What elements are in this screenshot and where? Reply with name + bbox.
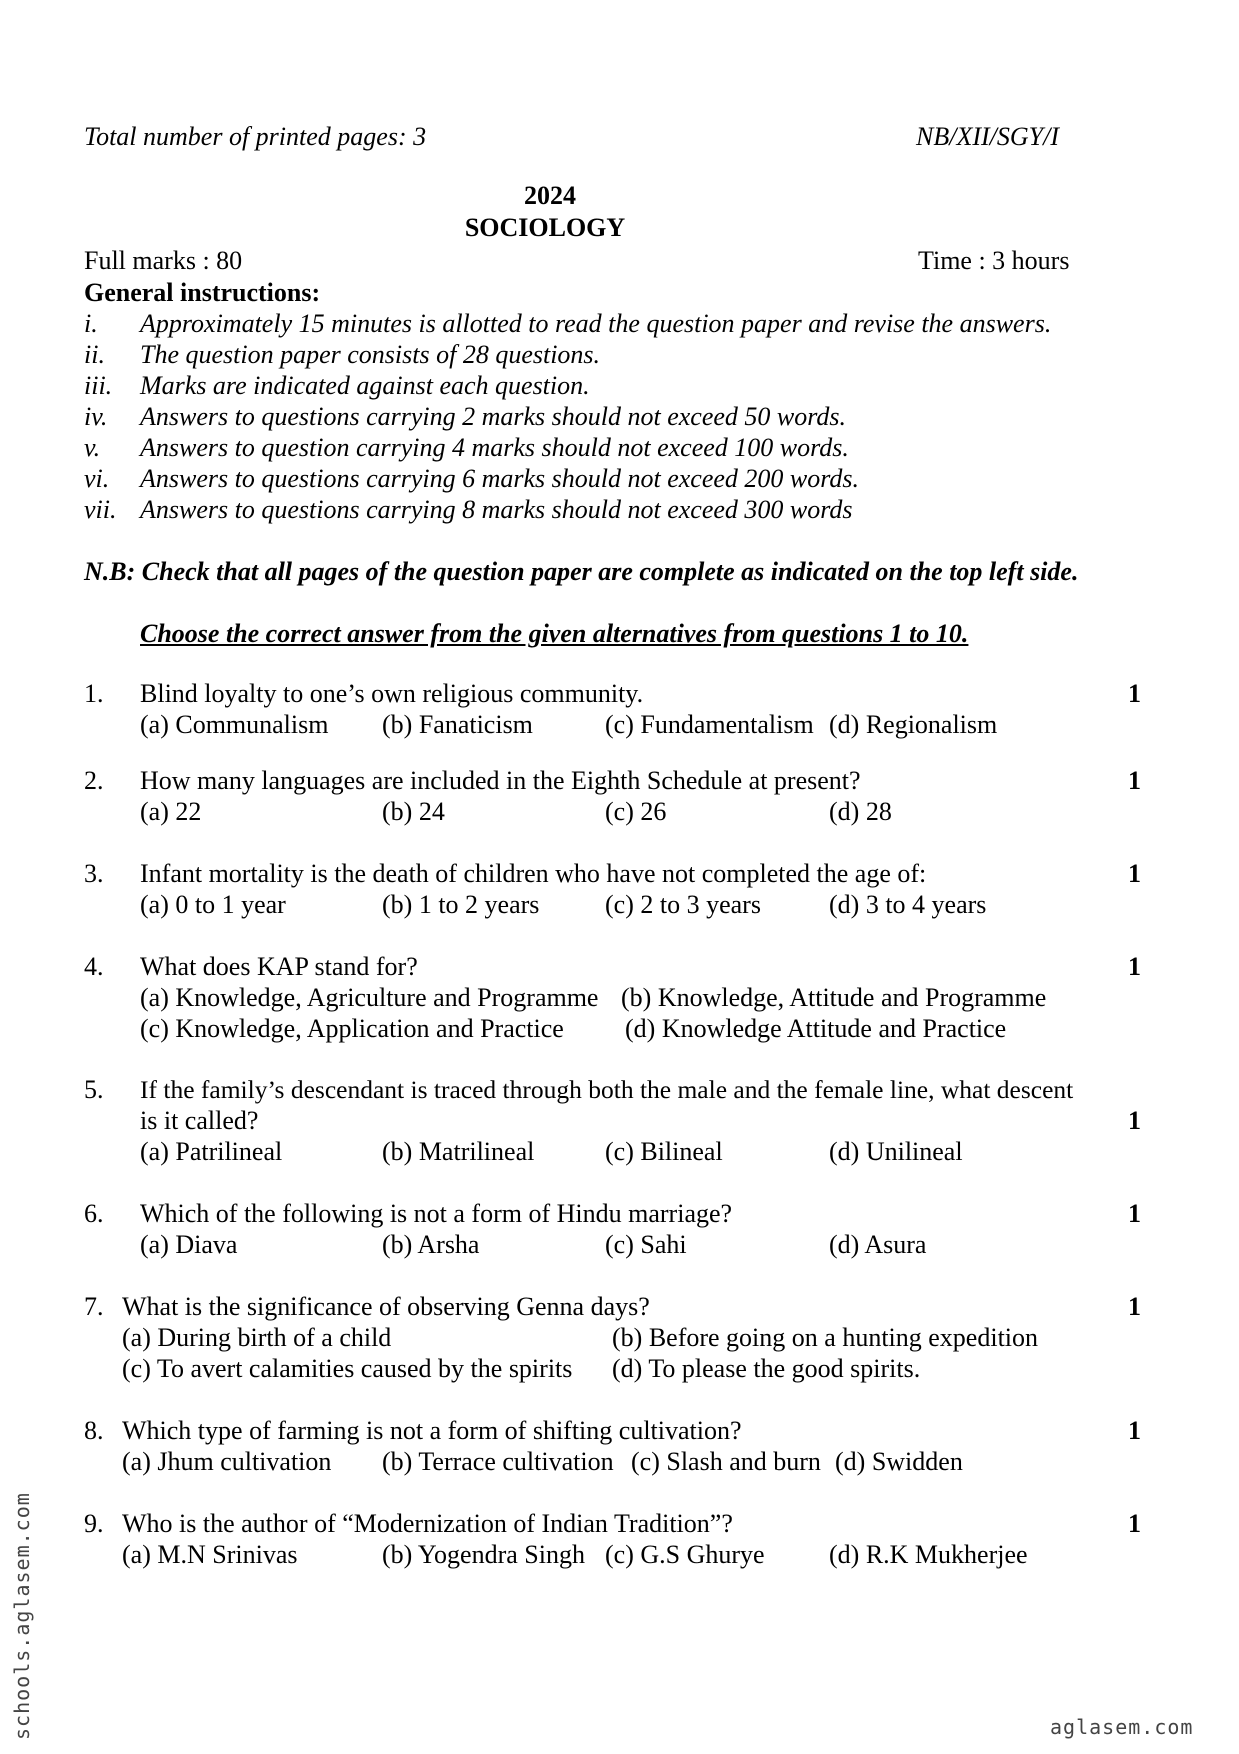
option-b: (b) 1 to 2 years [382,890,540,919]
option-d: (d) 28 [829,797,892,826]
question-text: Which of the following is not a form of Hindu marriage? [140,1199,733,1228]
instruction-number: vi. [84,464,110,493]
question-number: 5. [84,1075,104,1104]
side-watermark: schools.aglasem.com [10,1492,34,1740]
option-b: (b) Before going on a hunting expedition [612,1323,1039,1352]
instructions-heading: General instructions: [84,278,321,307]
question-marks: 1 [1128,1416,1141,1445]
instruction-number: ii. [84,340,105,369]
question-number: 7. [84,1292,104,1321]
option-d: (d) 3 to 4 years [829,890,987,919]
option-a: (a) During birth of a child [122,1323,392,1352]
instruction-text: Answers to question carrying 4 marks should not exceed 100 words. [140,433,849,462]
option-c: (c) Slash and burn [631,1447,821,1476]
instruction-text: Approximately 15 minutes is allotted to read the question paper and revise the answers. [140,309,1052,338]
question-marks: 1 [1128,1292,1141,1321]
question-text: What is the significance of observing Genna days? [122,1292,650,1321]
option-a: (a) Patrilineal [140,1137,283,1166]
question-number: 2. [84,766,104,795]
question-marks: 1 [1128,952,1141,981]
option-b: (b) Knowledge, Attitude and Programme [621,983,1047,1012]
nb-note: N.B: Check that all pages of the question paper are complete as indicated on the top left side. [84,557,1079,586]
question-marks: 1 [1128,766,1141,795]
question-number: 3. [84,859,104,888]
option-c: (c) 26 [605,797,667,826]
option-a: (a) 22 [140,797,202,826]
exam-year: 2024 [524,181,576,210]
option-b: (b) Yogendra Singh [382,1540,585,1569]
option-d: (d) To please the good spirits. [612,1354,921,1383]
question-text: Infant mortality is the death of children who have not completed the age of: [140,859,927,888]
option-c: (c) Bilineal [605,1137,723,1166]
question-number: 1. [84,679,104,708]
instruction-number: iv. [84,402,108,431]
instruction-text: Answers to questions carrying 8 marks should not exceed 300 words [140,495,853,524]
question-number: 6. [84,1199,104,1228]
question-text: How many languages are included in the Eighth Schedule at present? [140,766,861,795]
question-marks: 1 [1128,1199,1141,1228]
question-text: Who is the author of “Modernization of Indian Tradition”? [122,1509,733,1538]
time-allowed: Time : 3 hours [918,246,1070,275]
option-b: (b) Terrace cultivation [382,1447,614,1476]
option-a: (a) Jhum cultivation [122,1447,332,1476]
question-marks: 1 [1128,1509,1141,1538]
question-text: Blind loyalty to one’s own religious community. [140,679,644,708]
option-a: (a) Diava [140,1230,238,1259]
footer-watermark: aglasem.com [1050,1715,1194,1739]
question-text: Which type of farming is not a form of shifting cultivation? [122,1416,742,1445]
question-number: 9. [84,1509,104,1538]
option-d: (d) R.K Mukherjee [829,1540,1028,1569]
instruction-number: iii. [84,371,113,400]
option-c: (c) G.S Ghurye [605,1540,765,1569]
question-marks: 1 [1128,859,1141,888]
subject-title: SOCIOLOGY [464,213,626,242]
full-marks: Full marks : 80 [84,246,243,275]
option-b: (b) Arsha [382,1230,480,1259]
option-b: (b) 24 [382,797,445,826]
option-d: (d) Knowledge Attitude and Practice [625,1014,1007,1043]
option-d: (d) Unilineal [829,1137,963,1166]
question-text: What does KAP stand for? [140,952,418,981]
option-d: (d) Swidden [835,1447,963,1476]
option-c: (c) Sahi [605,1230,687,1259]
question-marks: 1 [1128,1106,1141,1135]
option-a: (a) Communalism [140,710,329,739]
paper-code: NB/XII/SGY/I [916,122,1059,151]
printed-pages-note: Total number of printed pages: 3 [84,122,427,151]
option-a: (a) M.N Srinivas [122,1540,298,1569]
option-d: (d) Regionalism [829,710,998,739]
option-c: (c) Knowledge, Application and Practice [140,1014,564,1043]
instruction-text: Answers to questions carrying 2 marks should not exceed 50 words. [140,402,847,431]
question-number: 4. [84,952,104,981]
option-d: (d) Asura [829,1230,927,1259]
instruction-text: Marks are indicated against each question. [140,371,590,400]
option-c: (c) Fundamentalism [605,710,814,739]
option-c: (c) To avert calamities caused by the spirits [122,1354,573,1383]
instruction-number: i. [84,309,98,338]
question-number: 8. [84,1416,104,1445]
option-b: (b) Fanaticism [382,710,533,739]
instruction-text: Answers to questions carrying 6 marks should not exceed 200 words. [140,464,860,493]
option-a: (a) Knowledge, Agriculture and Programme [140,983,599,1012]
option-b: (b) Matrilineal [382,1137,535,1166]
question-text: If the family’s descendant is traced through both the male and the female line, what descent [140,1075,1074,1104]
instruction-number: v. [84,433,101,462]
instruction-text: The question paper consists of 28 questions. [140,340,601,369]
question-marks: 1 [1128,679,1141,708]
option-a: (a) 0 to 1 year [140,890,286,919]
instruction-number: vii. [84,495,117,524]
section-heading: Choose the correct answer from the given alternatives from questions 1 to 10. [140,619,969,648]
option-c: (c) 2 to 3 years [605,890,761,919]
question-text-continued: is it called? [140,1106,259,1135]
